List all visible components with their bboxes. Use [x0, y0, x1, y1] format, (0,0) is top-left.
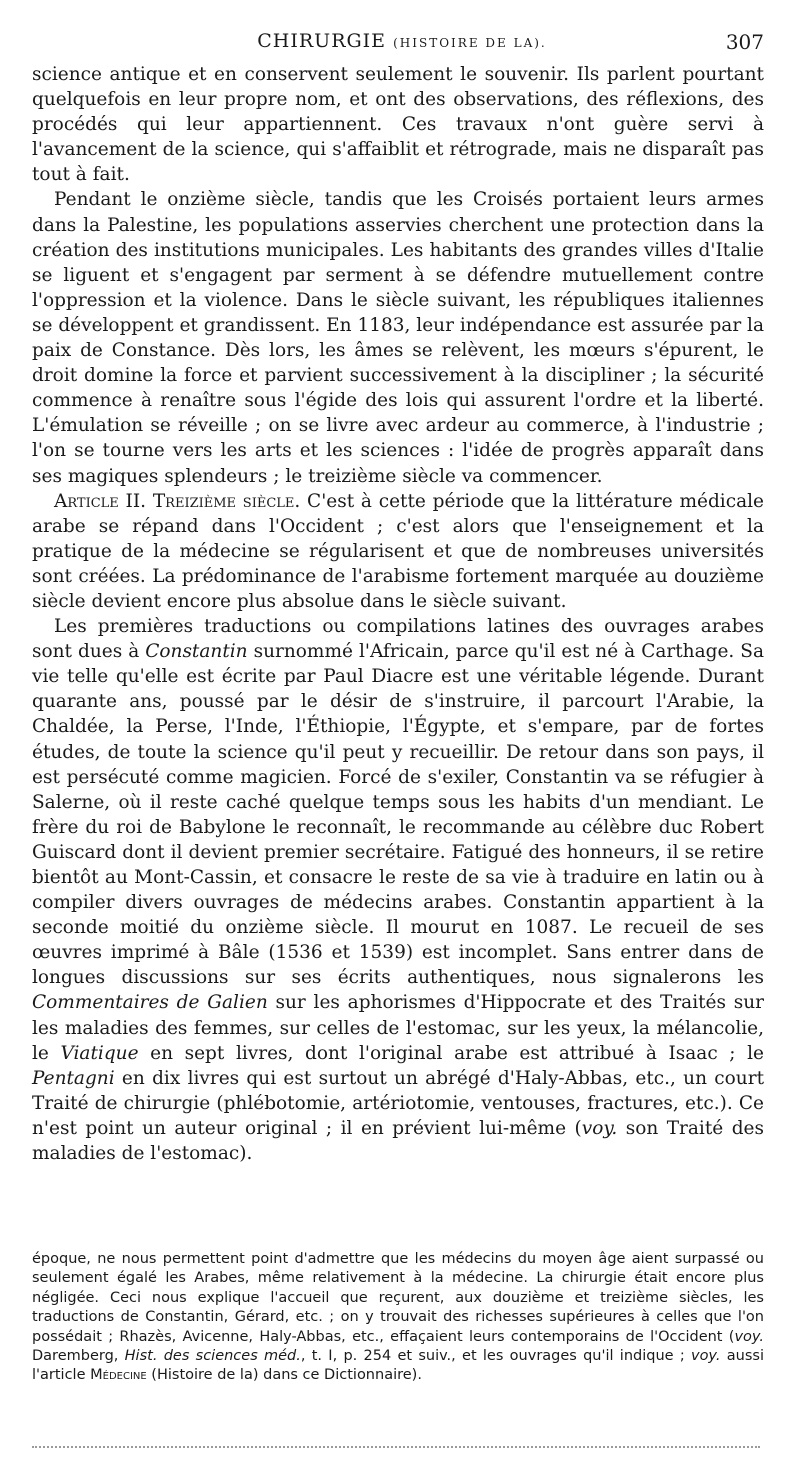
text-run: époque, ne nous permettent point d'admettre que les médecins du moyen âge aient surpassé ou seulement égalé les Arabes, même relativement à la médecine. La chirurgie était encore plus négligée. Ceci nous explique l'accueil que reçurent, aux douzième et treizième siècles, les traductions de Constantin, Gérard, etc. ; on y trouvait des richesses supérieures à celles que l'on possédait ; Rhazès, Avicenne, Haly-Abbas, etc., effaçaient leurs contemporains de l'Occident ( [32, 1251, 764, 1345]
emphasis-voy: voy. [581, 1117, 618, 1139]
emphasis-voy: voy. [734, 1328, 764, 1345]
emphasis-viatique: Viatique [60, 1042, 139, 1064]
text-run: aussi l'article [32, 1348, 764, 1384]
footnote-text [32, 1250, 764, 1386]
paragraph-3-text: C'est à cette période que la littérature médicale arabe se répand dans l'Occident ; c'est alors que l'enseignement et la pratique de la médecine se régularisent et que de nombreuses universités sont créées. La prédominance de l'arabisme fortement marquée au douzième siècle devient encore plus absolue dans le siècle suivant. [32, 490, 764, 612]
footnote [32, 1250, 764, 1386]
text-run: en dix livres qui est surtout un abrégé d'Haly-Abbas, etc., un court Traité de chirurgie (phlébotomie, artériotomie, ventouses, fractures, etc.). Ce n'est point un auteur original ; il en prévient lui-même ( [32, 1067, 764, 1139]
text-run: son Traité des maladies de l'estomac). [32, 1117, 764, 1165]
emphasis-voy: voy. [690, 1348, 721, 1365]
running-title [32, 30, 772, 52]
emphasis-hist: Hist. des sciences méd. [124, 1348, 301, 1365]
text-run: Les premières traductions ou compilations latines des ouvrages arabes sont dues à [32, 616, 764, 663]
paragraph-4 [32, 614, 764, 1166]
paragraph-3 [32, 489, 764, 614]
running-title-sub: (HISTOIRE DE LA). [393, 36, 547, 50]
text-run: (Histoire de la) dans ce Dictionnaire). [146, 1367, 422, 1384]
page-number: 307 [725, 30, 764, 54]
paragraph-2: Pendant le onzième siècle, tandis que les Croisés portaient leurs armes dans la Palestine, les populations asservies cherchent une protection dans la création des institutions municipales. Les habitants des grandes villes d'Italie se liguent et s'engagent par serment à se défendre mutuellement contre l'oppression et la violence. Dans le siècle suivant, les républiques italiennes se développent et grandissent. En 1183, leur indépendance est assurée par la paix de Constance. Dès lors, les âmes se relèvent, les mœurs s'épurent, le droit domine la force et parvient successivement à la discipliner ; la sécurité commence à renaître sous l'égide des lois qui assurent l'ordre et la liberté. L'émulation se réveille ; on se livre avec ardeur au commerce, à l'industrie ; l'on se tourne vers les arts et les sciences : l'idée de progrès apparaît dans ses magiques splendeurs ; le treizième siècle va commencer. [32, 189, 764, 487]
text-run: Daremberg, [32, 1348, 125, 1365]
text-run: en sept livres, dont l'original arabe est attribué à Isaac ; le [138, 1042, 765, 1064]
article-heading: Article II. Treizième siècle. [54, 490, 301, 512]
emphasis-pentagni: Pentagni [32, 1067, 115, 1089]
paragraph-1: science antique et en conservent seulement le souvenir. Ils parlent pourtant quelquefois en leur propre nom, et ont des observations, des réflexions, des procédés qui leur appartiennent. Ces travaux n'ont guère servi à l'avancement de la science, qui s'affaiblit et rétrograde, mais ne disparaît pas tout à fait. [32, 64, 764, 186]
main-text [32, 62, 764, 1166]
emphasis-commentaires: Commentaires de Galien [32, 992, 268, 1014]
footer-rule [32, 1446, 760, 1448]
running-title-main: CHIRURGIE [257, 30, 387, 52]
text-run: surnommé l'Africain, parce qu'il est né à Carthage. Sa vie telle qu'elle est écrite par Paul Diacre est une véritable légende. Durant quarante ans, poussé par le désir de s'instruire, il parcourt l'Arabie, la Chaldée, la Perse, l'Inde, l'Éthiopie, l'Égypte, et s'empare, par de fortes études, de toute la science qu'il peut y recueillir. De retour dans son pays, il est persécuté comme magicien. Forcé de s'exiler, Constantin va se réfugier à Salerne, où il reste caché quelque temps sous les habits d'un mendiant. Le frère du roi de Babylone le reconnaît, le recommande au célèbre duc Robert Guiscard dont il devient premier secrétaire. Fatigué des honneurs, il se retire bientôt au Mont-Cassin, et consacre le reste de sa vie à traduire en latin ou à compiler divers ouvrages de médecins arabes. Constantin appartient à la seconde moitié du onzième siècle. Il mourut en 1087. Le recueil de ses œuvres imprimé à Bâle (1536 et 1539) est incomplet. Sans entrer dans de longues discussions sur ses écrits authentiques, nous signalerons les [32, 641, 764, 989]
text-run: , t. I, p. 254 et suiv., et les ouvrages qu'il indique ; [300, 1348, 691, 1365]
running-header [32, 30, 772, 58]
emphasis-constantin: Constantin [145, 641, 248, 663]
small-caps-medecine: Médecine [90, 1367, 147, 1384]
text-run: sur les aphorismes d'Hippocrate et des Traités sur les maladies des femmes, sur celles de l'estomac, sur les yeux, la mélancolie, le [32, 992, 765, 1064]
